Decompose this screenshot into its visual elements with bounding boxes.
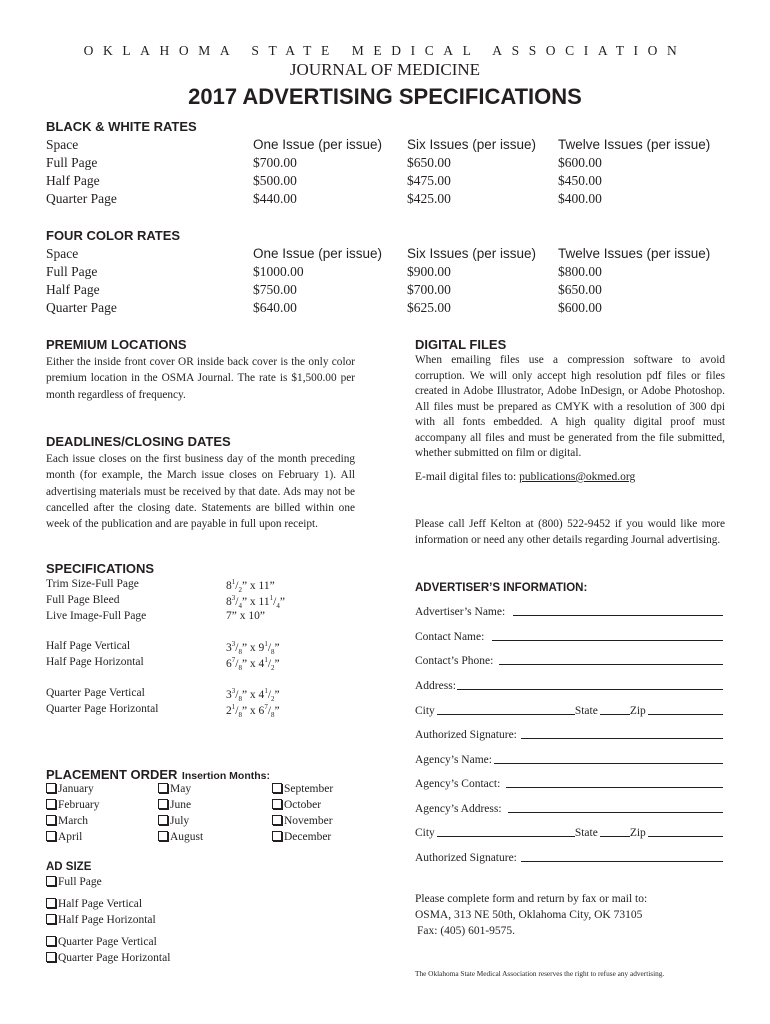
deadlines-text: Each issue closes on the first business day of the month preceding month (for example, the March issue closes on February 1). All advertising materials must be received by that date. Ads may not be cancelled after the closing date. Statements are billed within one week of the publication and are payable in full upon receipt. — [46, 453, 355, 531]
journal-title: JOURNAL OF MEDICINE — [289, 60, 481, 79]
return-instructions: Please complete form and return by fax or mail to: — [415, 893, 648, 905]
address-field[interactable]: Address: — [415, 680, 723, 692]
bw-row-space: Full Page — [46, 155, 98, 170]
authorized-signature-field[interactable]: Authorized Signature: — [415, 729, 723, 741]
checkbox-icon — [46, 783, 56, 793]
agency-contact-field[interactable]: Agency’s Contact: — [415, 778, 723, 790]
agency-city-state-zip-field[interactable]: City State Zip — [415, 827, 723, 839]
spec-label: Full Page Bleed — [46, 594, 120, 606]
checkbox-icon — [272, 831, 282, 841]
ad-size-heading: AD SIZE — [46, 861, 92, 873]
agency-authorized-signature-field[interactable]: Authorized Signature: — [415, 852, 723, 864]
ad-size-quarter-vertical-checkbox[interactable]: Quarter Page Vertical — [46, 936, 157, 948]
checkbox-icon — [46, 914, 56, 924]
checkbox-icon — [158, 799, 168, 809]
spec-label: Live Image-Full Page — [46, 610, 147, 622]
checkbox-icon — [46, 898, 56, 908]
bw-row-twelve: $600.00 — [558, 155, 602, 170]
color-rates-heading: FOUR COLOR RATES — [46, 228, 181, 243]
color-row-one: $1000.00 — [253, 264, 304, 279]
ad-size-full-page-checkbox[interactable]: Full Page — [46, 876, 102, 888]
spec-size: $3^3/_8$” x $9^1/_8$” — [226, 640, 280, 657]
bw-row-twelve: $450.00 — [558, 173, 602, 188]
contact-phone-field[interactable]: Contact’s Phone: — [415, 655, 723, 667]
month-january-checkbox[interactable]: January — [46, 783, 94, 795]
email-line: E-mail digital files to: publications@okmed.org — [415, 471, 636, 483]
checkbox-icon — [46, 952, 56, 962]
contact-name-field[interactable]: Contact Name: — [415, 631, 723, 643]
checkbox-icon — [46, 815, 56, 825]
month-november-checkbox[interactable]: November — [272, 815, 333, 827]
month-april-checkbox[interactable]: April — [46, 831, 82, 843]
color-row-six: $625.00 — [407, 300, 451, 315]
color-row-twelve: $600.00 — [558, 300, 602, 315]
color-row-space: Quarter Page — [46, 300, 117, 315]
spec-size: 7” x 10” — [226, 610, 265, 622]
checkbox-icon — [272, 799, 282, 809]
month-september-checkbox[interactable]: September — [272, 783, 333, 795]
disclaimer: The Oklahoma State Medical Association reserves the right to refuse any advertising. — [415, 969, 665, 978]
bw-row-space: Quarter Page — [46, 191, 117, 206]
month-august-checkbox[interactable]: August — [158, 831, 203, 843]
checkbox-icon — [158, 831, 168, 841]
ad-size-half-horizontal-checkbox[interactable]: Half Page Horizontal — [46, 914, 156, 926]
bw-col-space: Space — [46, 137, 79, 152]
bw-row-six: $475.00 — [407, 173, 451, 188]
month-may-checkbox[interactable]: May — [158, 783, 191, 795]
color-row-six: $900.00 — [407, 264, 451, 279]
color-row-space: Half Page — [46, 282, 100, 297]
city-state-zip-field[interactable]: City State Zip — [415, 705, 723, 717]
ad-size-half-vertical-checkbox[interactable]: Half Page Vertical — [46, 898, 142, 910]
premium-text: Either the inside front cover OR inside back cover is the only color premium location in the OSMA Journal. The rate is $1,500.00 per month regardless of frequency. — [46, 356, 355, 401]
color-col-one: One Issue (per issue) — [253, 246, 383, 261]
spec-label: Half Page Horizontal — [46, 656, 144, 668]
checkbox-icon — [272, 783, 282, 793]
checkbox-icon — [158, 815, 168, 825]
agency-name-field[interactable]: Agency’s Name: — [415, 754, 723, 766]
color-row-twelve: $800.00 — [558, 264, 602, 279]
digital-text: When emailing files use a compression software to avoid corruption. We will only accept high resolution pdf files or files created in Adobe Illustrator, Adobe InDesign, or Adobe Photoshop. All files must be prepared as CMYK with a resolution of 300 dpi with all fonts embedded. A high quality digital proof must accompany all files and must be generated from the file submitted, whether submitted on film or digital. — [415, 354, 725, 459]
return-fax: Fax: (405) 601-9575. — [417, 925, 516, 937]
page-title: 2017 ADVERTISING SPECIFICATIONS — [188, 84, 582, 109]
premium-heading: PREMIUM LOCATIONS — [46, 337, 187, 352]
color-row-six: $700.00 — [407, 282, 451, 297]
spec-size: $6^7/_8$” x $4^1/_2$” — [226, 656, 280, 673]
return-address: OSMA, 313 NE 50th, Oklahoma City, OK 73105 — [415, 909, 643, 921]
spec-label: Quarter Page Horizontal — [46, 703, 159, 715]
month-june-checkbox[interactable]: June — [158, 799, 191, 811]
color-row-twelve: $650.00 — [558, 282, 602, 297]
bw-row-space: Half Page — [46, 173, 100, 188]
bw-row-one: $500.00 — [253, 173, 297, 188]
bw-col-one: One Issue (per issue) — [253, 137, 383, 152]
spec-label: Quarter Page Vertical — [46, 687, 145, 699]
agency-address-field[interactable]: Agency’s Address: — [415, 803, 723, 815]
bw-row-one: $440.00 — [253, 191, 297, 206]
color-row-space: Full Page — [46, 264, 98, 279]
bw-row-twelve: $400.00 — [558, 191, 602, 206]
color-row-one: $750.00 — [253, 282, 297, 297]
spec-size: $8^3/_4$” x $11^1/_4$” — [226, 594, 285, 611]
bw-rates-heading: BLACK & WHITE RATES — [46, 119, 197, 134]
specifications-heading: SPECIFICATIONS — [46, 561, 155, 576]
bw-col-twelve: Twelve Issues (per issue) — [558, 137, 711, 152]
checkbox-icon — [46, 799, 56, 809]
spec-size: $8^1/_2$” x 11” — [226, 578, 275, 595]
month-march-checkbox[interactable]: March — [46, 815, 88, 827]
bw-col-six: Six Issues (per issue) — [407, 137, 537, 152]
placement-heading: PLACEMENT ORDER Insertion Months: — [46, 767, 270, 782]
digital-heading: DIGITAL FILES — [415, 337, 507, 352]
advertiser-heading: ADVERTISER’S INFORMATION: — [415, 582, 588, 594]
color-col-six: Six Issues (per issue) — [407, 246, 537, 261]
spec-size: $3^3/_8$” x $4^1/_2$” — [226, 687, 280, 704]
color-col-space: Space — [46, 246, 79, 261]
email-link[interactable]: publications@okmed.org — [519, 471, 636, 483]
color-col-twelve: Twelve Issues (per issue) — [558, 246, 711, 261]
checkbox-icon — [46, 936, 56, 946]
month-july-checkbox[interactable]: July — [158, 815, 189, 827]
organization-name: OKLAHOMA STATE MEDICAL ASSOCIATION — [83, 43, 687, 58]
ad-size-quarter-horizontal-checkbox[interactable]: Quarter Page Horizontal — [46, 952, 170, 964]
checkbox-icon — [46, 831, 56, 841]
month-december-checkbox[interactable]: December — [272, 831, 331, 843]
checkbox-icon — [46, 876, 56, 886]
call-text: Please call Jeff Kelton at (800) 522-9452 if you would like more information or need any other details regarding Journal advertising. — [415, 518, 725, 546]
bw-row-six: $425.00 — [407, 191, 451, 206]
bw-row-one: $700.00 — [253, 155, 297, 170]
spec-label: Trim Size-Full Page — [46, 578, 139, 590]
spec-label: Half Page Vertical — [46, 640, 131, 652]
month-october-checkbox[interactable]: October — [272, 799, 321, 811]
checkbox-icon — [272, 815, 282, 825]
checkbox-icon — [158, 783, 168, 793]
bw-row-six: $650.00 — [407, 155, 451, 170]
advertiser-name-field[interactable]: Advertiser’s Name: — [415, 606, 723, 618]
color-row-one: $640.00 — [253, 300, 297, 315]
spec-size: $2^1/_8$” x $6^7/_8$” — [226, 703, 280, 720]
deadlines-heading: DEADLINES/CLOSING DATES — [46, 434, 231, 449]
month-february-checkbox[interactable]: February — [46, 799, 100, 811]
